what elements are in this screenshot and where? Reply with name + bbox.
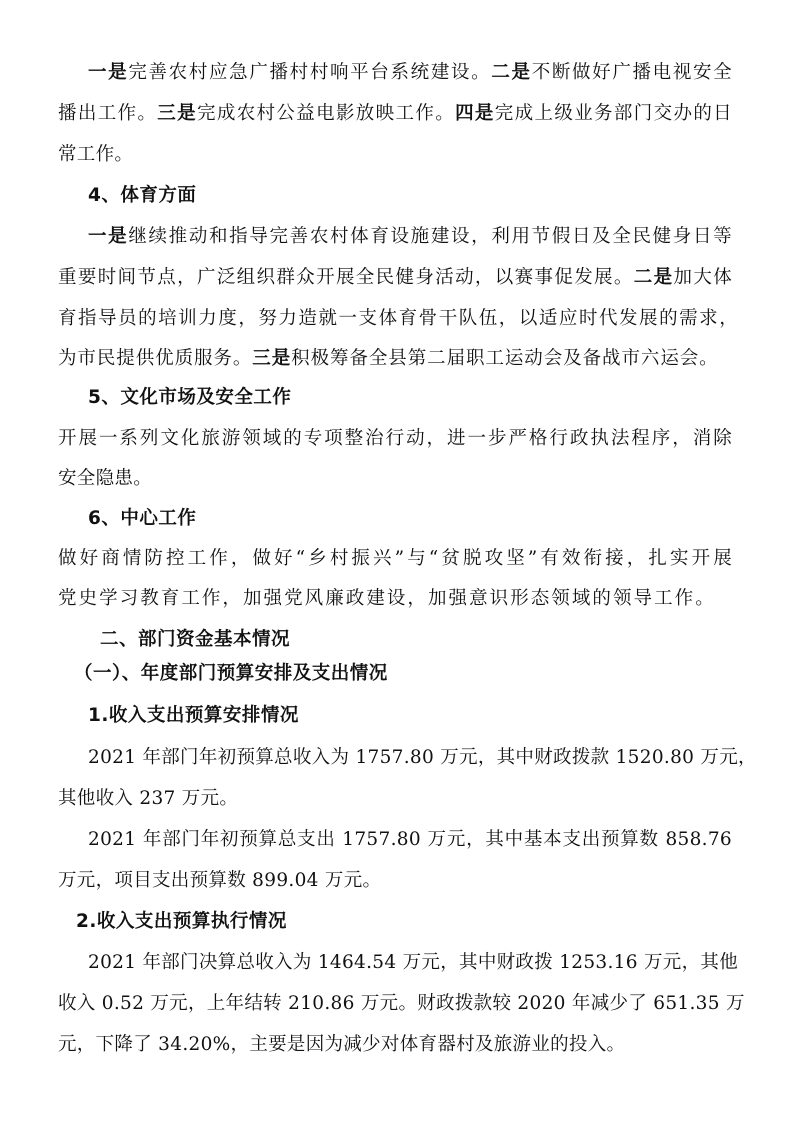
bold-lead-word: 三是 bbox=[252, 348, 292, 369]
center-line-1: 做好商情防控工作，做好“乡村振兴”与“贫脱攻坚”有效衔接，扎实开展 bbox=[58, 548, 732, 569]
text-run: 不断做好广播电视安全 bbox=[531, 62, 732, 83]
center-heading: 6、中心工作 bbox=[88, 508, 197, 529]
item-2-para-line-1: 2021 年部门决算总收入为 1464.54 万元，其中财政拨 1253.16 万元，其他 bbox=[88, 952, 738, 973]
item-1-heading: 1.收入支出预算安排情况 bbox=[88, 705, 299, 726]
bold-lead-word: 一是 bbox=[88, 62, 129, 83]
broadcast-line-2 bbox=[58, 101, 732, 127]
item-1-para2-line-1: 2021 年部门年初预算总支出 1757.80 万元，其中基本支出预算数 858.76 bbox=[88, 829, 732, 850]
part-two-subheading: （一）、年度部门预算安排及支出情况 bbox=[74, 663, 388, 684]
sports-line-3 bbox=[58, 306, 738, 332]
sports-heading: 4、体育方面 bbox=[88, 185, 197, 206]
broadcast-line-1 bbox=[88, 60, 732, 86]
center-line-2: 党史学习教育工作，加强党风廉政建设，加强意识形态领域的领导工作。 bbox=[58, 588, 714, 609]
text-run: 加大体 bbox=[673, 267, 733, 288]
sports-line-1 bbox=[88, 224, 732, 250]
market-line-2: 安全隐患。 bbox=[58, 468, 153, 489]
item-1-para1-line-1: 2021 年部门年初预算总收入为 1757.80 万元，其中财政拨款 1520.80 万元， bbox=[88, 747, 757, 768]
item-2-para-line-2: 收入 0.52 万元，上年结转 210.86 万元。财政拨款较 2020 年减少了 651.35 万 bbox=[58, 993, 745, 1014]
item-2-heading: 2.收入支出预算执行情况 bbox=[76, 911, 287, 932]
text-run: 播出工作。 bbox=[58, 103, 158, 124]
item-1-para1-line-2: 其他收入 237 万元。 bbox=[58, 788, 239, 809]
part-two-heading: 二、部门资金基本情况 bbox=[100, 629, 291, 650]
text-run: 积极筹备全县第二届职工运动会及备战市六运会。 bbox=[291, 348, 718, 369]
item-2-para-line-3: 元，下降了 34.20%，主要是因为减少对体育器村及旅游业的投入。 bbox=[58, 1034, 626, 1055]
sports-line-4 bbox=[58, 346, 718, 372]
text-run: 完善农村应急广播村村响平台系统建设。 bbox=[128, 62, 492, 83]
bold-lead-word: 二是 bbox=[491, 62, 532, 83]
text-run: 完成上级业务部门交办的日 bbox=[494, 103, 732, 124]
bold-lead-word: 二是 bbox=[633, 267, 674, 288]
broadcast-line-3 bbox=[58, 142, 133, 168]
bold-lead-word: 四是 bbox=[455, 103, 495, 124]
market-line-1: 开展一系列文化旅游领域的专项整治行动，进一步严格行政执法程序，消除 bbox=[58, 428, 732, 449]
text-run: 重要时间节点，广泛组织群众开展全民健身活动，以赛事促发展。 bbox=[58, 267, 634, 288]
item-1-para2-line-2: 万元，项目支出预算数 899.04 万元。 bbox=[58, 870, 382, 891]
text-run: 常工作。 bbox=[58, 144, 134, 165]
text-run: 育指导员的培训力度，努力造就一支体育骨干队伍，以适应时代发展的需求， bbox=[58, 308, 738, 329]
bold-lead-word: 三是 bbox=[157, 103, 197, 124]
sports-line-2 bbox=[58, 265, 732, 291]
text-run: 为市民提供优质服务。 bbox=[58, 348, 253, 369]
market-heading: 5、文化市场及安全工作 bbox=[88, 387, 292, 408]
text-run: 完成农村公益电影放映工作。 bbox=[196, 103, 456, 124]
bold-lead-word: 一是 bbox=[88, 226, 129, 247]
text-run: 继续推动和指导完善农村体育设施建设，利用节假日及全民健身日等 bbox=[128, 226, 732, 247]
